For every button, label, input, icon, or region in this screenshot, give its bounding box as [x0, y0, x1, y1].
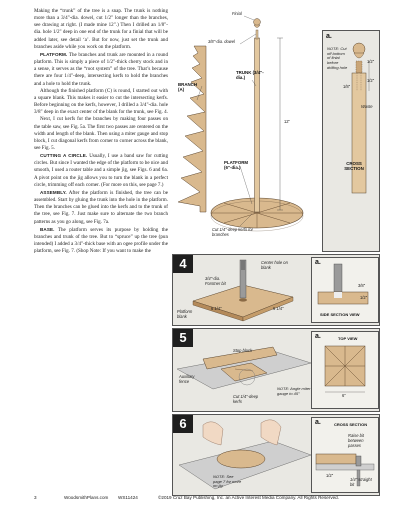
detail-letter: a. [326, 33, 332, 40]
detail-caption: SIDE SECTION VIEW [320, 312, 360, 317]
label-cut-kerfs: Cut 1/4"-deep kerfs [233, 394, 259, 404]
dim-4a-1: 3/8" [358, 283, 366, 288]
label-blank: Platform blank [177, 309, 193, 319]
paragraph: PLATFORM. The branches and trunk are mounted in a round platform. This is simply a piece of 1/2"-thick cherry stock and in a sense, it serves as the “root system” of the tree. That’s because there are four 1/4"-deep, intersecting kerfs to hold the branches and a hole to hold the trunk. [34, 51, 168, 87]
figure-number: 6 [173, 415, 193, 433]
detail-caption: CROSS SECTION [344, 161, 364, 171]
paragraph: Next, I cut kerfs for the branches by making four passes on the table saw, see Fig. 5a. The first two passes are centered on the width and length of the blank. Then using a miter gauge and stop block, I cut diagonal kerfs from corner to corner across the blank, see Fig. 5. [34, 116, 168, 151]
paragraph: Making the “trunk” of the tree is a snap. The trunk is nothing more than a 3/4"-dia. dowel, cut 1/2" longer than the branches, see drawing at right. (I made mine 12".) Then I drilled an 1/8"-dia. hole 1/2" deep in one end of the trunk for a finial that will be added later, see detail ‘a’. But for now, just set the trunk and branches aside while you work on the platform. [34, 8, 168, 50]
paragraph: BASE. The platform serves its purpose by holding the branches and trunk of the tree. But to “spruce” up the tree (pun intended) I added a 3/4"-thick base with an ogee profile under the platform, see Fig. 7. (Shop Note: If you want to make the [34, 226, 168, 255]
footer-site: WoodsmithPlans.com [64, 495, 109, 500]
dim-4-b: 6 1/4" [273, 306, 284, 311]
figure-5a-panel [311, 331, 379, 409]
label-raise-bit: Raise bit between passes [348, 433, 364, 448]
figures-area [172, 8, 380, 493]
label-straight-bit: 1/4" straight bit [350, 477, 372, 487]
detail-caption: CROSS SECTION [334, 422, 368, 427]
footer-copyright: ©2019 Cruz Bay Publishing, Inc. an Active Interest Media Company. All Rights Reserved. [158, 495, 340, 500]
detail-letter: a. [315, 333, 321, 340]
dim-6a: 1/2" [326, 473, 334, 478]
dim-12: 12" [284, 119, 291, 124]
figure-5-panel [172, 328, 380, 412]
label-dowel: 3/8"-dia. dowel [208, 39, 235, 44]
page-number: 3 [34, 495, 37, 500]
figure-number: 4 [173, 255, 193, 273]
dim-detail-2: 1/8" [343, 84, 351, 89]
label-platform: PLATFORM (6"-dia.) [224, 160, 249, 170]
figure-6-panel [172, 414, 380, 496]
dim-detail-3: 1/2" [367, 78, 375, 83]
detail-letter: a. [315, 419, 321, 426]
paragraph: CUTTING A CIRCLE. Usually, I use a band saw for cutting circles. But since I wanted the edge of the platform to be nice and smooth, I used a router table and a simple jig, see Figs. 6 and 6a. A pivot point on the jig allows you to turn the blank in a perfect circle, trimming off each corner. (For more on this, see page 7.) [34, 153, 168, 188]
paragraph: Although the finished platform (C) is round, I started out with a square blank. This makes it easier to cut the intersecting kerfs. Before beginning on the kerfs, however, I drilled a 3/4"-dia. hole 3/8" deep in the exact center of the blank for the trunk, see Fig. 4. [34, 87, 168, 116]
detail-note: NOTE: Cut off bottom of finial before drilling hole [327, 46, 348, 70]
tree-assembly-drawing [172, 8, 322, 253]
figure-4a-panel [311, 257, 379, 323]
label-bit: 3/4"-dia. Forstner bit [205, 276, 226, 286]
figure-6-drawing [173, 415, 313, 495]
figure-6a-panel [311, 417, 379, 493]
label-trunk: TRUNK (3/4"-dia.) [236, 70, 264, 80]
figure-4-panel [172, 254, 380, 326]
detail-caption: TOP VIEW [338, 336, 358, 341]
paragraph: ASSEMBLY. After the platform is finished, the tree can be assembled. Start by gluing the trunk into the hole in the platform. Then the branches can be glued into the kerfs and to the trunk of the tree, see Fig. 7. Just make sure to alternate the two branch patterns as you go along, see Fig. 7a. [34, 189, 168, 225]
page-footer [34, 494, 384, 502]
label-fence: Auxiliary fence [179, 374, 195, 384]
figure-number: 5 [173, 329, 193, 347]
label-finial: Finial [232, 11, 242, 16]
article-body [34, 8, 168, 478]
label-stop-block: Stop block [233, 348, 253, 353]
label-branch: BRANCH (A) [178, 82, 198, 92]
note-miter: NOTE: Angle miter gauge to 45° [277, 386, 311, 396]
detail-letter: a. [315, 259, 321, 266]
label-waste: Waste [361, 104, 373, 109]
note-jig: NOTE: See page 7 for more on jig [213, 474, 242, 489]
dim-5a: 6" [342, 393, 346, 398]
dim-detail-1: 1/2" [367, 59, 375, 64]
label-kerfs: Cut 1/4"-deep kerfs for branches [212, 227, 254, 237]
label-center-hole: Center hole on blank [261, 260, 288, 270]
dim-4-a: 6 1/4" [211, 306, 222, 311]
dim-4a-2: 1/2" [360, 295, 368, 300]
footer-code: WS11424 [118, 495, 138, 500]
detail-a-finial-panel [322, 30, 380, 252]
